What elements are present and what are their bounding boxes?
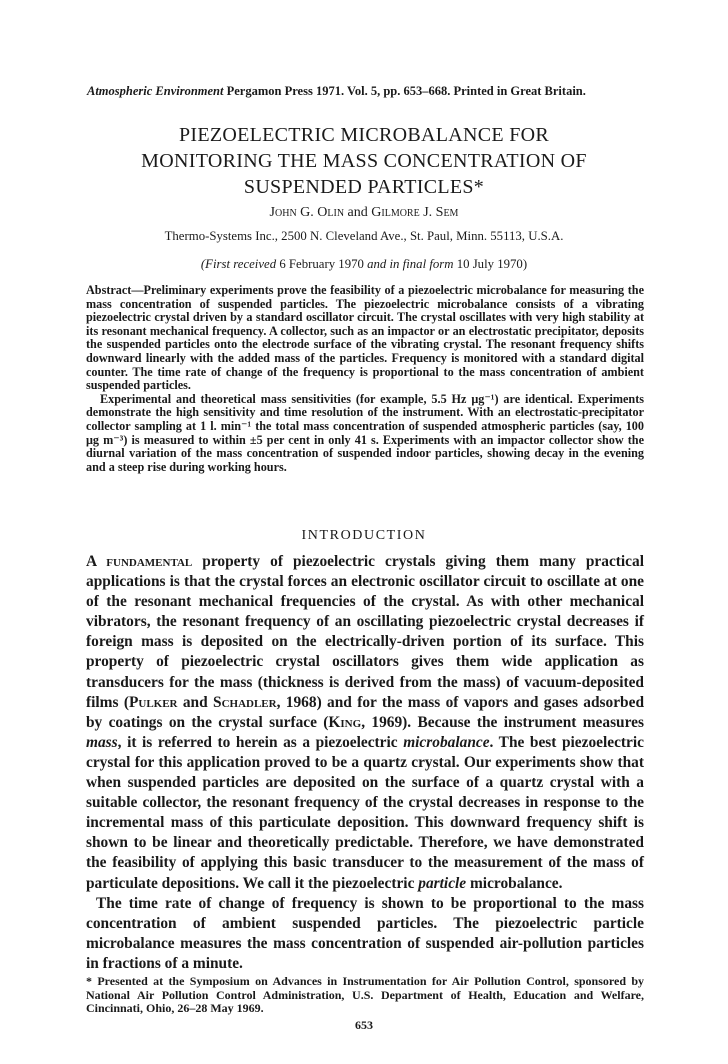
abstract-text-1: —Preliminary experiments prove the feasibility of a piezoelectric microbalance for measuring the mass concentration of suspended particles. The piezoelectric microbalance consists of a vibrating piezoelectric crystal driven by a standard oscillator circuit. The crystal oscillates with very high stability at its resonant mechanical frequency. A collector, such as an impactor or an electrostatic precipitator, deposits the suspended particles onto the electrode surface of the vibrating crystal. The resonant frequency shifts downward linearly with the added mass of the particles. Frequency is monitored with a standard digital counter. The time rate of change of the frequency is proportional to the mass concentration of ambient suspended particles. <box>86 283 644 393</box>
paragraph-text: property of piezoelectric crystals giving them many practical applications is that the crystal forces an electronic oscillator circuit to oscillate at one of the resonant mechanical frequencies of the crystal. As with other mechanical vibrators, the resonant frequency of an oscillating piezoelectric crystal decreases if foreign mass is deposited on the electrically-driven portion of its surface. This property of piezoelectric crystal oscillators gives them wide application as transducers for the mass (thickness is derived from the mass) of vacuum-deposited films ( <box>86 553 644 711</box>
received-text-b: 1970 <box>335 257 368 271</box>
page-number: 653 <box>355 1018 373 1032</box>
citation-pulker: Pulker <box>128 693 178 711</box>
author-olin: John G. Olin <box>269 205 345 220</box>
paper-title-line-1: PIEZOELECTRIC MICROBALANCE FOR <box>178 124 550 146</box>
running-head <box>87 84 586 99</box>
abstract <box>86 284 644 474</box>
introduction-body <box>86 552 644 974</box>
paragraph-text: , 1969). Because the instrument measures <box>361 713 644 731</box>
author-join: and <box>344 205 372 220</box>
abstract-label: Abstract <box>86 283 132 297</box>
paragraph-text: . The best piezoelectric crystal for this application proved to be a quartz crystal. Our experiments show that when suspended particles are deposited on the surface of a quartz crystal with a suitable collector, the resonant frequency of the crystal decreases in response to the incremental mass of this particulate deposition. This downward frequency shift is shown to be linear and theoretically predictable. Therefore, we have demonstrated the feasibility of applying this basic transducer to the measurement of the mass of particulate depositions. We call it the piezoelectric <box>86 733 644 892</box>
abstract-paragraph-2: Experimental and theoretical mass sensitivities (for example, 5.5 Hz μg⁻¹) are identical. Experiments demonstrate the high sensitivity and time resolution of the instrument. With an electrostatic-precipitator collector sampling at 1 l. min⁻¹ the total mass concentration of suspended atmospheric particles (say, 100 μg m⁻³) is measured to within ±5 per cent in only 41 s. Experiments with an impactor collector show the diurnal variation of the mass concentration of suspended indoor particles, showing decay in the evening and a steep rise during working hours. <box>86 391 644 474</box>
abstract-paragraph-1 <box>86 284 644 393</box>
journal-name: Atmospheric Environment <box>87 84 224 98</box>
author-line <box>0 205 728 221</box>
section-heading-introduction: INTRODUCTION <box>301 528 427 543</box>
introduction-paragraph-2: The time rate of change of frequency is shown to be proportional to the mass concentration of ambient suspended particles. The piezoelectric particle microbalance measures the mass concentration of suspended air-pollution particles in fractions of a minute. <box>86 894 644 972</box>
received-text-a: (First received <box>200 257 280 271</box>
introduction-paragraph-1 <box>86 552 644 894</box>
lead-in: A fundamental <box>86 553 193 570</box>
citation-king: King <box>328 713 362 731</box>
author-sem: Gilmore J. Sem <box>371 205 459 220</box>
emphasis-microbalance: microbalance <box>403 733 490 751</box>
received-dates <box>0 257 728 272</box>
received-date-1: 6 February <box>279 257 336 271</box>
affiliation: Thermo-Systems Inc., 2500 N. Cleveland Ave., St. Paul, Minn. 55113, U.S.A. <box>164 229 564 243</box>
emphasis-mass: mass <box>86 733 118 751</box>
paper-title-line-3: SUSPENDED PARTICLES* <box>243 176 485 198</box>
paragraph-text: and <box>177 693 214 711</box>
emphasis-particle: particle <box>418 874 467 892</box>
received-text-d: 1970) <box>494 257 528 271</box>
paragraph-text: , it is referred to herein as a piezoelectric <box>117 733 404 751</box>
paragraph-text: , 1968) and for the mass of vapors and gases adsorbed by coatings on the crystal surface ( <box>86 693 645 731</box>
paragraph-text: microbalance. <box>466 874 563 892</box>
journal-citation: Pergamon Press 1971. Vol. 5, pp. 653–668. Printed in Great Britain. <box>223 84 586 98</box>
paper-title-line-2: MONITORING THE MASS CONCENTRATION OF <box>141 150 587 172</box>
citation-schadler: Schadler <box>213 693 277 711</box>
received-text-c: and in final form <box>367 257 454 271</box>
received-date-2: 10 July <box>453 257 495 271</box>
footnote: * Presented at the Symposium on Advances in Instrumentation for Air Pollution Control, sponsored by National Air Pollution Control Administration, U.S. Department of Health, Education and Welfare, Cincinnati, Ohio, 26–28 May 1969. <box>86 974 644 1016</box>
